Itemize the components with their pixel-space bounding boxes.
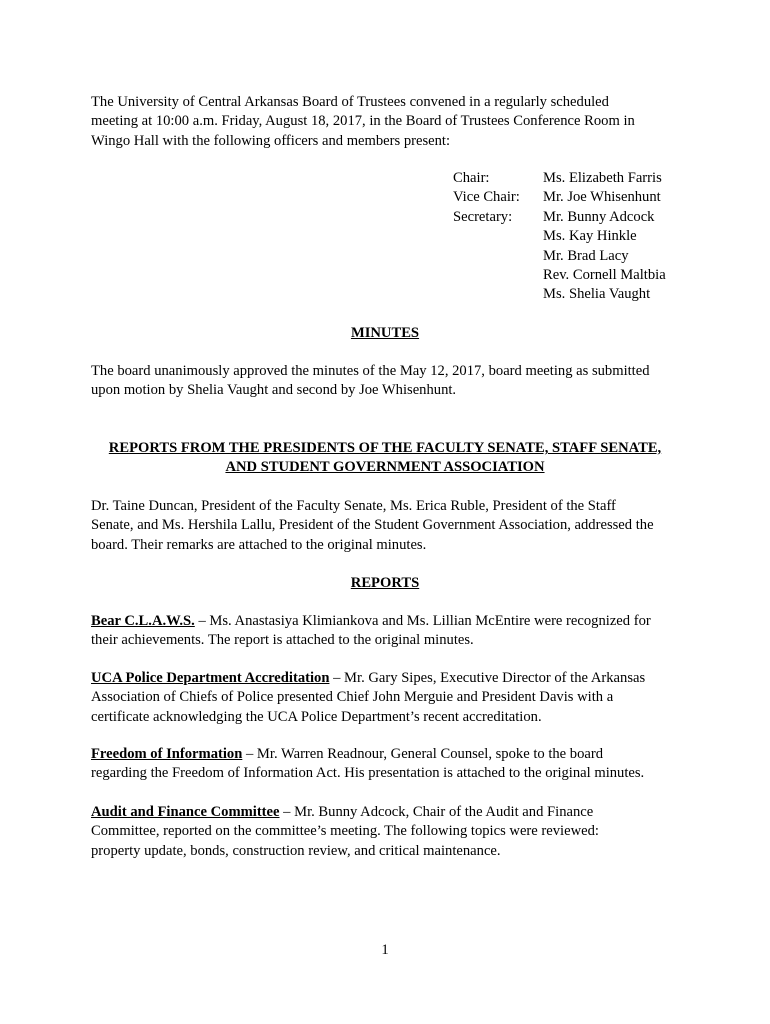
officer-role: Chair: (453, 170, 490, 186)
officer-role (453, 227, 543, 246)
officer-row (453, 188, 666, 207)
report-police-accreditation (91, 669, 681, 727)
intro-line: Wingo Hall with the following officers and members present: (91, 132, 451, 149)
officer-role: Vice Chair: (453, 189, 520, 206)
officers-list (453, 169, 666, 305)
officer-role (453, 266, 543, 285)
report-text: certificate acknowledging the UCA Police Department’s recent accreditation. (91, 708, 542, 725)
minutes-line: The board unanimously approved the minutes of the May 12, 2017, board meeting as submitted (91, 363, 650, 379)
presidents-line: board. Their remarks are attached to the original minutes. (91, 536, 427, 553)
minutes-heading: MINUTES (350, 325, 420, 341)
presidents-line: Senate, and Ms. Hershila Lallu, President of the Student Government Association, addressed the (91, 517, 654, 534)
report-text: – Mr. Bunny Adcock, Chair of the Audit and Finance (279, 804, 594, 820)
officer-name: Mr. Bunny Adcock (543, 208, 655, 225)
heading-line: REPORTS FROM THE PRESIDENTS OF THE FACULTY SENATE, STAFF SENATE, (108, 440, 662, 456)
report-bear-claws (91, 612, 681, 651)
report-audit-finance (91, 803, 681, 861)
presidents-reports-heading (91, 439, 679, 478)
report-text: – Ms. Anastasiya Klimiankova and Ms. Lillian McEntire were recognized for (194, 613, 651, 629)
officer-role (453, 247, 543, 266)
report-text: property update, bonds, construction review, and critical maintenance. (91, 842, 501, 859)
intro-paragraph (91, 93, 671, 151)
officer-name: Mr. Joe Whisenhunt (543, 189, 661, 206)
minutes-paragraph (91, 362, 681, 401)
presidents-paragraph (91, 497, 683, 555)
officer-row (453, 208, 666, 227)
officer-role: Secretary: (453, 208, 513, 225)
officer-name: Ms. Elizabeth Farris (543, 170, 662, 186)
officer-role (453, 285, 543, 304)
member-row (453, 266, 666, 285)
report-text: regarding the Freedom of Information Act. His presentation is attached to the original minutes. (91, 765, 645, 782)
minutes-line: upon motion by Shelia Vaught and second by Joe Whisenhunt. (91, 382, 457, 399)
reports-heading: REPORTS (350, 575, 420, 591)
officer-row (453, 169, 666, 188)
report-text: – Mr. Warren Readnour, General Counsel, spoke to the board (242, 746, 604, 762)
report-label: Bear C.L.A.W.S. (91, 613, 195, 629)
report-text: Association of Chiefs of Police presented Chief John Merguie and President Davis with a (91, 689, 614, 706)
page-number: 1 (381, 942, 389, 958)
report-text: their achievements. The report is attached to the original minutes. (91, 632, 474, 649)
member-name: Ms. Shelia Vaught (543, 286, 651, 303)
report-freedom-of-information (91, 745, 681, 784)
report-label: UCA Police Department Accreditation (91, 670, 330, 686)
presidents-line: Dr. Taine Duncan, President of the Faculty Senate, Ms. Erica Ruble, President of the Staff (91, 498, 616, 514)
report-text: – Mr. Gary Sipes, Executive Director of the Arkansas (329, 670, 646, 686)
report-label: Freedom of Information (91, 746, 243, 762)
member-row (453, 285, 666, 304)
intro-line: meeting at 10:00 a.m. Friday, August 18, 2017, in the Board of Trustees Conference Room in (91, 113, 635, 130)
member-row (453, 227, 666, 246)
member-name: Mr. Brad Lacy (543, 247, 629, 264)
heading-line: AND STUDENT GOVERNMENT ASSOCIATION (225, 459, 545, 476)
member-name: Ms. Kay Hinkle (543, 228, 637, 245)
report-text: Committee, reported on the committee’s meeting. The following topics were reviewed: (91, 823, 599, 840)
report-label: Audit and Finance Committee (91, 804, 280, 820)
intro-line: The University of Central Arkansas Board of Trustees convened in a regularly scheduled (91, 94, 609, 110)
member-name: Rev. Cornell Maltbia (543, 266, 666, 283)
member-row (453, 247, 666, 266)
